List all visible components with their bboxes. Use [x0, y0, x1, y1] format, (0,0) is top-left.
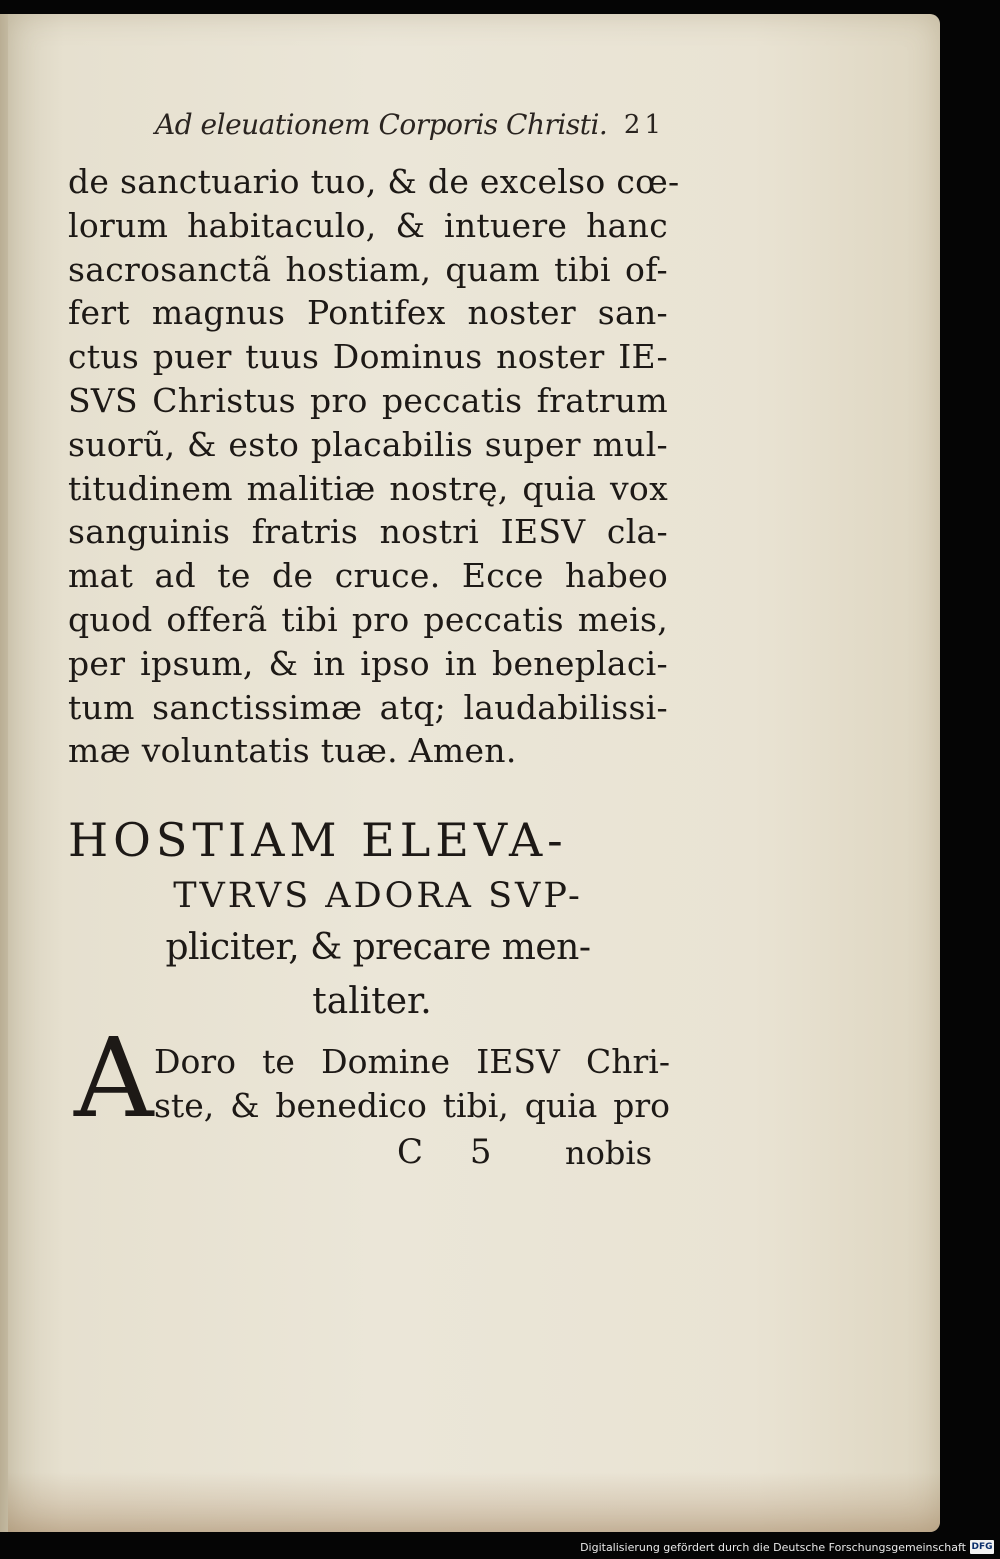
text-line: ste, & benedico tibi, quia pro [154, 1086, 670, 1125]
text-line: mat ad te de cruce. Ecce habeo [68, 556, 668, 596]
text-line: sacrosanctã hostiam, quam tibi of- [68, 249, 668, 289]
text-line: titudinem malitiæ nostrę, quia vox [68, 468, 668, 508]
page-header [155, 108, 665, 148]
page-number: 21 [623, 110, 665, 140]
dfg-logo: DFG [971, 1542, 993, 1552]
signature-mark: C 5 [397, 1132, 510, 1172]
text-line: suorũ, & esto placabilis super mul- [68, 424, 668, 464]
text-line: ctus puer tuus Dominus noster IE- [68, 337, 668, 377]
text-line: per ipsum, & in ipso in beneplaci- [68, 643, 668, 683]
digitization-credit: Digitalisierung gefördert durch die Deutsche Forschungsgemeinschaft [580, 1541, 966, 1554]
text-line: mæ voluntatis tuæ. Amen. [68, 731, 517, 771]
heading-line: pliciter, & precare men- [165, 927, 591, 968]
text-line: fert magnus Pontifex noster san- [68, 293, 668, 333]
catchword: nobis [565, 1134, 653, 1172]
text-line: de sanctuario tuo, & de excelso cœ- [68, 162, 680, 201]
text-line: SVS Christus pro peccatis fratrum [68, 380, 668, 420]
text-line: quod offerã tibi pro peccatis meis, [68, 599, 668, 639]
heading-line: TVRVS ADORA SVP- [173, 876, 583, 916]
text-line: Doro te Domine IESV Chri- [154, 1042, 670, 1081]
drop-cap: A [74, 1014, 154, 1142]
section-heading [68, 810, 668, 1030]
text-line: lorum habitaculo, & intuere hanc [68, 205, 668, 245]
text-line: tum sanctissimæ atq; laudabilissi- [68, 687, 668, 727]
heading-line: taliter. [312, 981, 432, 1022]
text-line: sanguinis fratris nostri IESV cla- [68, 512, 668, 552]
running-head: Ad eleuationem Corporis Christi. [155, 108, 608, 141]
heading-line: HOSTIAM ELEVA- [68, 813, 568, 867]
body-text [68, 160, 680, 773]
